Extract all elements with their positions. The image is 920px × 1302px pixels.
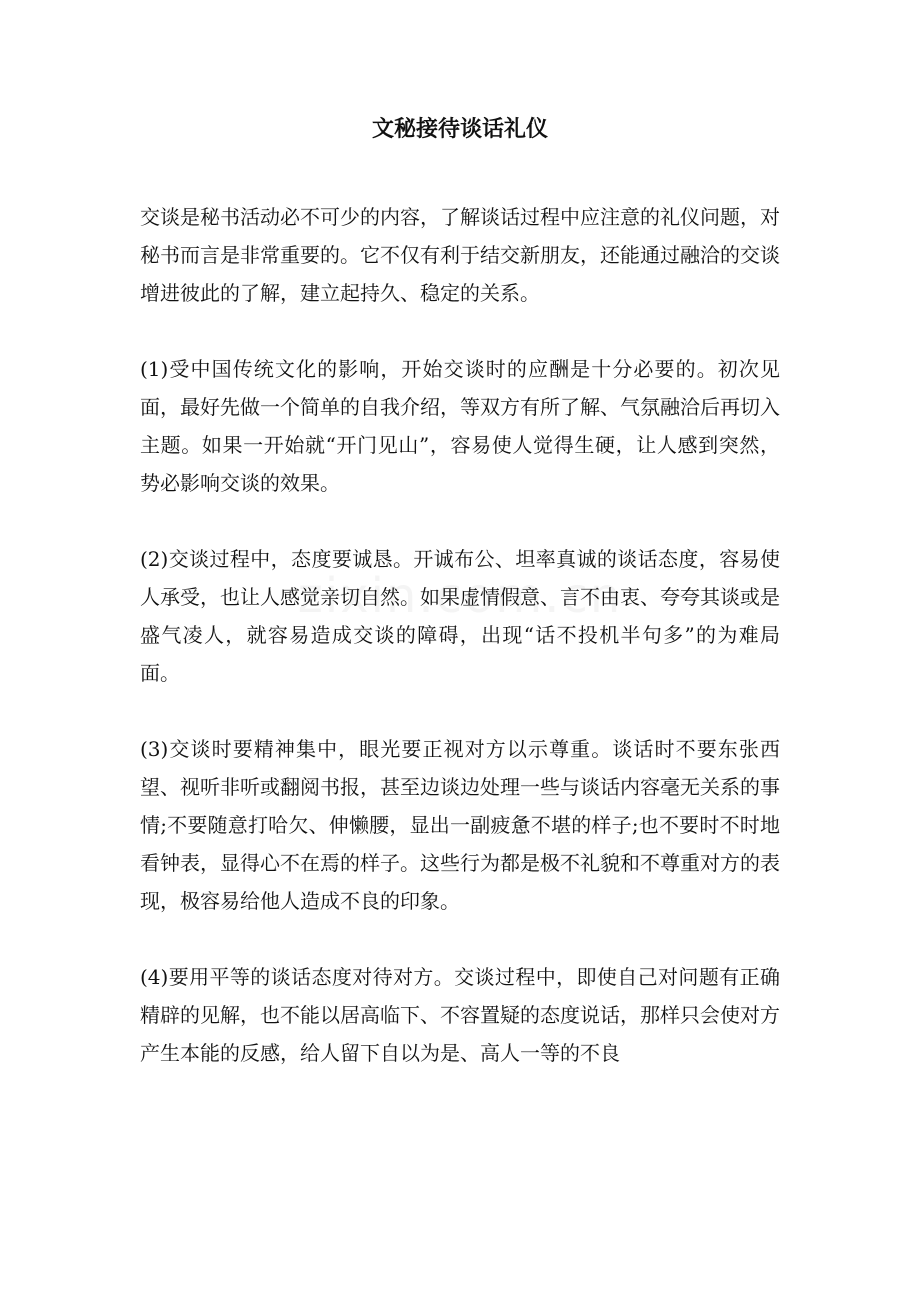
paragraph-4: (4)要用平等的谈话态度对待对方。交谈过程中，即使自己对问题有正确精辟的见解，也不能以居高临下、不容置疑的态度说话，那样只会使对方产生本能的反感，给人留下自以为是、高人一等的不良	[140, 965, 780, 1065]
paragraph-3: (3)交谈时要精神集中，眼光要正视对方以示尊重。谈话时不要东张西望、视听非听或翻阅书报，甚至边谈边处理一些与谈话内容毫无关系的事情;不要随意打哈欠、伸懒腰，显出一副疲惫不堪的样子;也不要时不时地看钟表，显得心不在焉的样子。这些行为都是极不礼貌和不尊重对方的表现，极容易给他人造成不良的印象。	[140, 737, 780, 913]
document-title: 文秘接待谈话礼仪	[371, 116, 548, 142]
paragraph-2: (2)交谈过程中，态度要诚恳。开诚布公、坦率真诚的谈话态度，容易使人承受，也让人感觉亲切自然。如果虚情假意、言不由衷、夸夸其谈或是盛气凌人，就容易造成交谈的障碍，出现“话不投机半句多”的为难局面。	[140, 547, 780, 685]
paragraph-intro: 交谈是秘书活动必不可少的内容，了解谈话过程中应注意的礼仪问题，对秘书而言是非常重要的。它不仅有利于结交新朋友，还能通过融洽的交谈增进彼此的了解，建立起持久、稳定的关系。	[140, 205, 780, 305]
paragraph-1: (1)受中国传统文化的影响，开始交谈时的应酬是十分必要的。初次见面，最好先做一个简单的自我介绍，等双方有所了解、气氛融洽后再切入主题。如果一开始就“开门见山”，容易使人觉得生硬，让人感到突然，势必影响交谈的效果。	[140, 357, 780, 495]
document-body	[140, 198, 780, 1110]
